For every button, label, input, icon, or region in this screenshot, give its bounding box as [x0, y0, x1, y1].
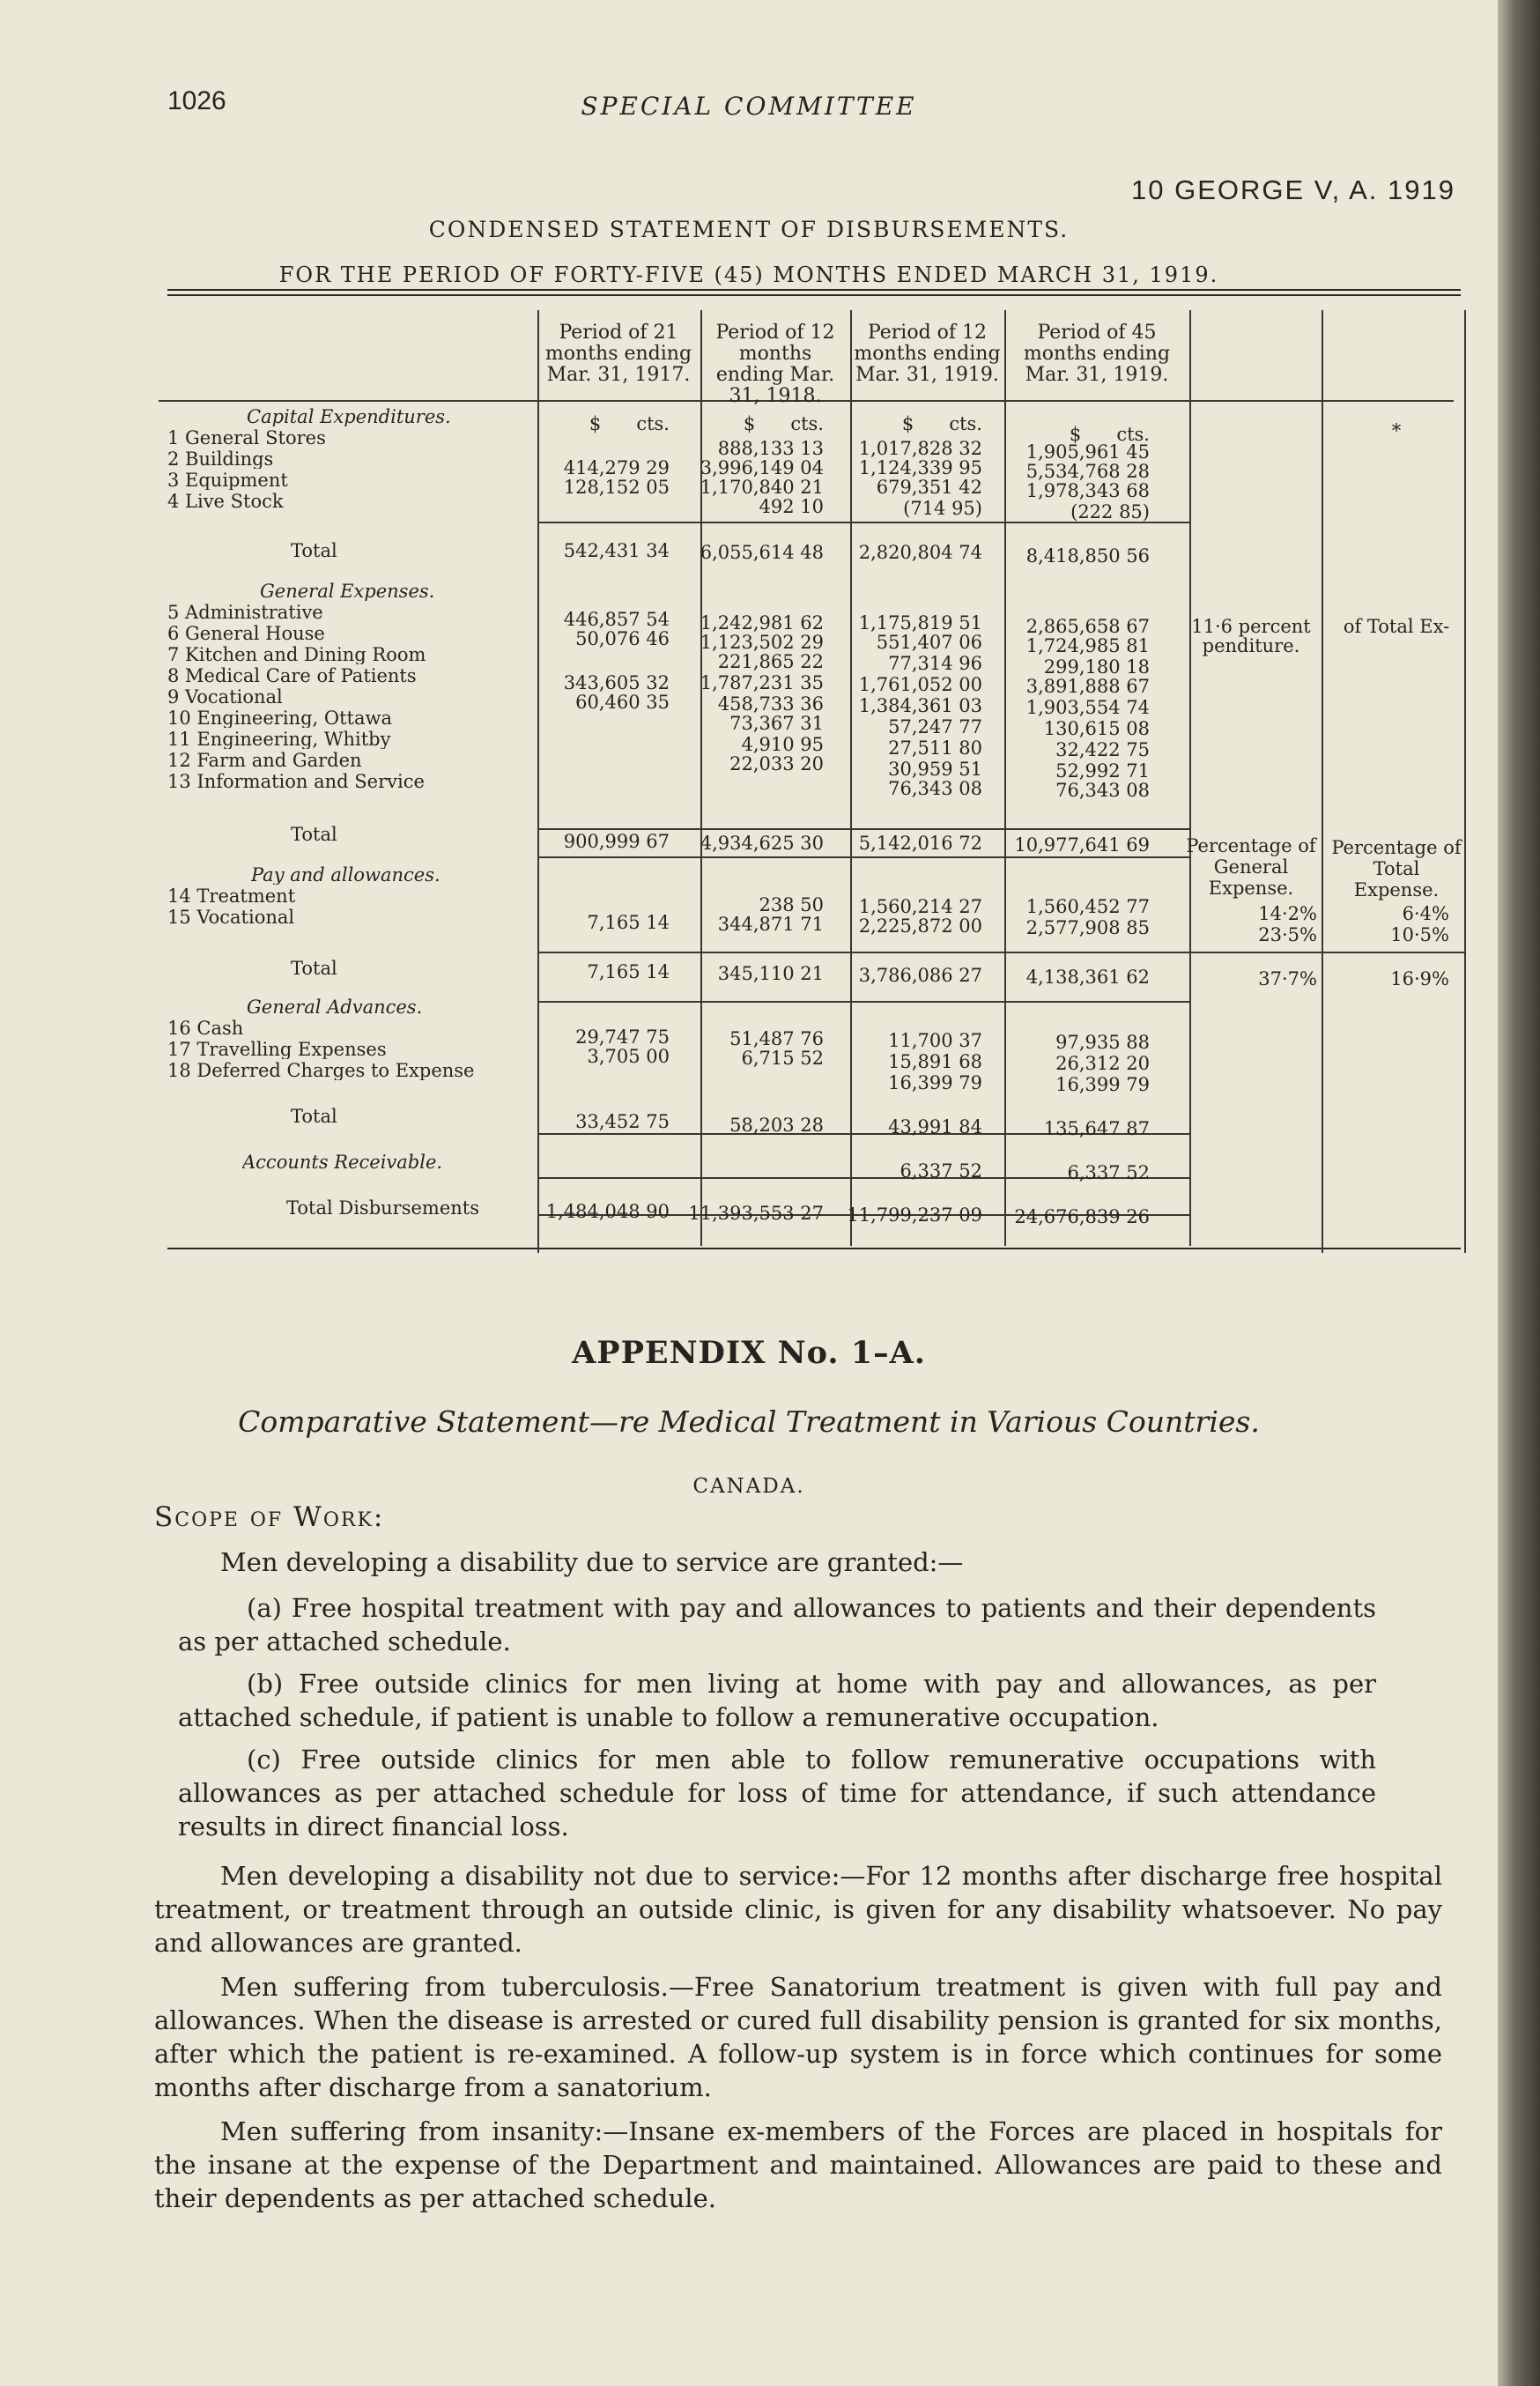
table-cell: 458,733 36: [717, 693, 824, 715]
table-cell: 135,647 87: [1043, 1118, 1150, 1139]
table-cell: 77,314 96: [888, 653, 982, 674]
row-label: 15 Vocational: [167, 908, 295, 927]
table-cell: 1,787,231 35: [700, 672, 824, 693]
table-cell: 7,165 14: [587, 961, 670, 982]
table-cell: 3,786,086 27: [858, 965, 982, 986]
table-cell: 1,242,981 62: [700, 612, 824, 634]
section-pay-allowances: Pay and allowances.: [251, 865, 441, 885]
table-cell: 8,418,850 56: [1025, 545, 1150, 567]
table-cell: 888,133 13: [717, 438, 824, 459]
table-cell: 15,891 68: [888, 1051, 982, 1072]
table-cell: 43,991 84: [888, 1116, 982, 1137]
table-cell: 238 50: [759, 894, 824, 915]
table-cell: 1,484,048 90: [545, 1201, 670, 1222]
table-cell: 2,820,804 74: [858, 542, 982, 563]
table-cell: 1,761,052 00: [858, 674, 982, 695]
column-header-45-months: Period of 45 months ending Mar. 31, 1919.: [1023, 322, 1171, 386]
table-cell: 345,110 21: [717, 963, 824, 984]
row-label: 3 Equipment: [167, 471, 288, 490]
table-cell: 2,225,872 00: [858, 915, 982, 937]
table-cell: 52,992 71: [1055, 760, 1150, 782]
row-label: 9 Vocational: [167, 687, 283, 707]
table-cell: 6,055,614 48: [700, 542, 824, 563]
row-label: 16 Cash: [167, 1019, 244, 1038]
row-label: Total Disbursements: [286, 1198, 479, 1218]
row-label: 13 Information and Service: [167, 772, 425, 791]
table-cell: 7,165 14: [587, 912, 670, 933]
table-cell: 1,978,343 68: [1025, 480, 1150, 501]
table-cell: 6·4%: [1402, 903, 1449, 924]
table-cell: 27,511 80: [888, 737, 982, 759]
table-cell: 1,560,452 77: [1025, 896, 1150, 917]
row-label: Total: [291, 1107, 337, 1126]
appendix-title: APPENDIX No. 1–A.: [572, 1335, 926, 1371]
table-cell: 6,337 52: [900, 1160, 982, 1182]
table-cell: 1,017,828 32: [858, 438, 982, 459]
section-general-expenses: General Expenses.: [260, 582, 435, 601]
paragraph: (a) Free hospital treatment with pay and allowances to patients and their dependents as per attached schedule.: [178, 1593, 1376, 1656]
table-cell: 16·9%: [1390, 968, 1449, 989]
table-cell: 4,138,361 62: [1025, 967, 1150, 988]
table-cell: 76,343 08: [1055, 780, 1150, 801]
country-heading: CANADA.: [692, 1475, 805, 1498]
running-title: SPECIAL COMMITTEE: [581, 92, 917, 121]
row-label: Total: [291, 825, 337, 844]
table-cell: 6,715 52: [741, 1048, 824, 1069]
table-cell: 1,175,819 51: [858, 612, 982, 634]
table-cell: 551,407 06: [876, 632, 982, 653]
table-cell: 60,460 35: [575, 692, 670, 713]
table-cell: 3,705 00: [587, 1046, 670, 1067]
row-label: 18 Deferred Charges to Expense: [167, 1061, 475, 1080]
table-cell: 1,123,502 29: [700, 632, 824, 653]
book-spine-shadow: [1498, 0, 1540, 2386]
row-label: 6 General House: [167, 624, 325, 643]
table-cell: 1,384,361 03: [858, 695, 982, 716]
page-number: 1026: [167, 86, 226, 115]
table-cell: 2,865,658 67: [1025, 616, 1150, 637]
table-cell: 3,891,888 67: [1025, 676, 1150, 697]
paragraph: Men suffering from insanity:—Insane ex-members of the Forces are placed in hospitals for the insane at the expense of the Department and maintained. Allowances are paid to these and their dependents as per attached schedule.: [154, 2116, 1442, 2213]
table-cell: 51,487 76: [729, 1028, 824, 1049]
table-cell: 343,605 32: [563, 672, 670, 693]
paragraph: Men developing a disability not due to service:—For 12 months after discharge free hospital treatment, or treatment through an outside clinic, is given for any disability whatsoever. No pay and allowances are granted.: [154, 1861, 1442, 1958]
table-cell: 2,577,908 85: [1025, 917, 1150, 938]
statement-subtitle: FOR THE PERIOD OF FORTY-FIVE (45) MONTHS ENDED MARCH 31, 1919.: [278, 263, 1219, 287]
table-cell: 11,393,553 27: [688, 1203, 824, 1224]
table-cell: 57,247 77: [888, 716, 982, 737]
table-cell: 16,399 79: [888, 1072, 982, 1093]
section-accounts-receivable: Accounts Receivable.: [242, 1152, 443, 1172]
table-cell: 1,903,554 74: [1025, 697, 1150, 718]
table-cell: 24,676,839 26: [1014, 1206, 1150, 1227]
table-cell: 32,422 75: [1055, 739, 1150, 760]
table-cell: 542,431 34: [563, 540, 670, 561]
table-cell: 128,152 05: [563, 477, 670, 498]
percentage-general-header: Percentage of General Expense.: [1186, 835, 1316, 899]
appendix-subtitle: Comparative Statement—re Medical Treatment in Various Countries.: [238, 1404, 1260, 1439]
row-label: 1 General Stores: [167, 428, 326, 448]
row-label: 17 Travelling Expenses: [167, 1040, 387, 1059]
table-cell: 16,399 79: [1055, 1074, 1150, 1095]
table-cell: 414,279 29: [563, 457, 670, 478]
session-label: 10 GEORGE V, A. 1919: [1131, 174, 1455, 205]
row-label: 2 Buildings: [167, 449, 274, 469]
table-cell: 73,367 31: [729, 713, 824, 734]
admin-note: 11·6 percent: [1191, 616, 1311, 637]
table-cell: 97,935 88: [1055, 1032, 1150, 1053]
table-cell: 1,905,961 45: [1025, 441, 1150, 463]
table-cell: 10,977,641 69: [1014, 834, 1150, 856]
table-cell: 37·7%: [1258, 968, 1317, 989]
paragraph: (b) Free outside clinics for men living at home with pay and allowances, as per attached schedule, if patient is unable to follow a remunerative occupation.: [178, 1669, 1376, 1732]
table-cell: 900,999 67: [563, 831, 670, 852]
section-capital: Capital Expenditures.: [247, 407, 451, 426]
paragraph: Men developing a disability due to service are granted:—: [220, 1547, 964, 1577]
section-general-advances: General Advances.: [247, 997, 423, 1017]
row-label: 5 Administrative: [167, 603, 323, 622]
paragraph: Men suffering from tuberculosis.—Free Sanatorium treatment is given with full pay and allowances. When the disease is arrested or cured full disability pension is granted for six months, after which the patient is re-examined. A follow-up system is in force which continues for some months after discharge from a sanatorium.: [154, 1972, 1442, 2102]
table-cell: 14·2%: [1258, 903, 1317, 924]
table-cell: 1,170,840 21: [700, 477, 824, 498]
table-cell: 22,033 20: [729, 753, 824, 774]
table-cell: 492 10: [759, 496, 824, 517]
table-cell: 30,959 51: [888, 759, 982, 780]
table-cell: 1,124,339 95: [858, 457, 982, 478]
row-label: 4 Live Stock: [167, 492, 284, 511]
table-cell: 11,700 37: [888, 1030, 982, 1051]
table-cell: 5,534,768 28: [1025, 461, 1150, 482]
table-cell: 446,857 54: [563, 609, 670, 630]
table-cell: 130,615 08: [1043, 718, 1150, 739]
table-cell: 50,076 46: [575, 628, 670, 649]
table-cell: 23·5%: [1258, 924, 1317, 945]
table-cell: 6,337 52: [1067, 1162, 1150, 1183]
scope-heading: Scope of Work:: [154, 1501, 385, 1533]
row-label: Total: [291, 959, 337, 978]
row-label: 12 Farm and Garden: [167, 751, 362, 770]
row-label: 7 Kitchen and Dining Room: [167, 645, 426, 664]
table-cell: 5,142,016 72: [858, 833, 982, 854]
row-label: 8 Medical Care of Patients: [167, 666, 417, 685]
currency-label: $ cts.: [901, 413, 982, 434]
table-cell: 1,560,214 27: [858, 896, 982, 917]
table-cell: 344,871 71: [717, 914, 824, 935]
table-cell: 221,865 22: [717, 651, 824, 672]
table-cell: (714 95): [903, 498, 982, 519]
admin-note: penditure.: [1202, 635, 1300, 656]
currency-label: $ cts.: [743, 413, 824, 434]
table-cell: 33,452 75: [575, 1111, 670, 1132]
table-cell: 11,799,237 09: [847, 1204, 982, 1226]
table-cell: 1,724,985 81: [1025, 635, 1150, 656]
double-rule: [167, 289, 1461, 296]
paragraph: (c) Free outside clinics for men able to follow remunerative occupations with allowances as per attached schedule for loss of time for attendance, if such attendance results in direct financial loss.: [178, 1745, 1376, 1841]
table-cell: 10·5%: [1390, 924, 1449, 945]
table-cell: 4,934,625 30: [700, 833, 824, 854]
row-label: 11 Engineering, Whitby: [167, 730, 391, 749]
table-cell: 58,203 28: [729, 1115, 824, 1136]
column-header-21-months: Period of 21 months ending Mar. 31, 1917.: [544, 322, 692, 386]
table-cell: 76,343 08: [888, 778, 982, 799]
currency-label: $ cts.: [1069, 424, 1150, 445]
currency-label: $ cts.: [589, 413, 670, 434]
row-label: 10 Engineering, Ottawa: [167, 708, 392, 728]
column-header-12-months-1919: Period of 12 months ending Mar. 31, 1919.: [854, 322, 1001, 386]
row-label: Total: [291, 541, 337, 560]
statement-title: CONDENSED STATEMENT OF DISBURSEMENTS.: [428, 217, 1070, 242]
dagger-mark: *: [1391, 420, 1402, 441]
table-cell: 29,747 75: [575, 1026, 670, 1048]
column-header-12-months-1918: Period of 12 months ending Mar. 31, 1918.: [715, 322, 835, 407]
table-cell: 3,996,149 04: [700, 457, 824, 478]
table-cell: 26,312 20: [1055, 1053, 1150, 1074]
admin-note: of Total Ex-: [1343, 616, 1450, 637]
table-cell: 679,351 42: [876, 477, 982, 498]
row-label: 14 Treatment: [167, 886, 296, 906]
table-cell: 299,180 18: [1043, 656, 1150, 678]
table-cell: 4,910 95: [741, 734, 824, 755]
disbursements-table: [150, 310, 1462, 1253]
table-cell: (222 85): [1070, 501, 1150, 522]
percentage-total-header: Percentage of Total Expense.: [1331, 837, 1462, 900]
